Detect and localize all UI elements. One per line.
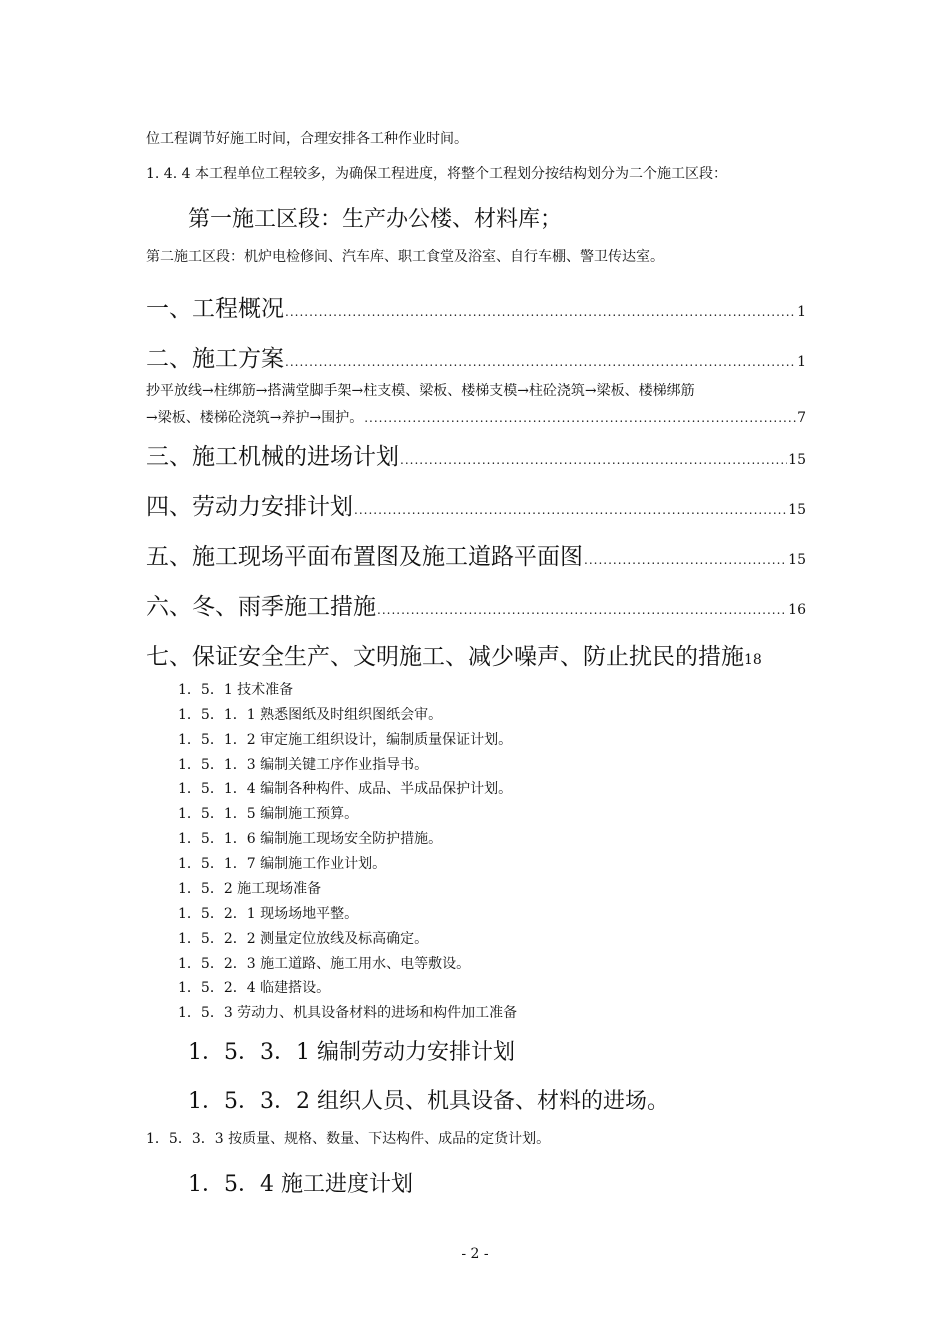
toc-leader — [285, 355, 796, 369]
list-item: 1．5．1．5 编制施工预算。 — [178, 806, 359, 822]
toc-entry-7[interactable] — [146, 638, 806, 671]
toc-page: 1 — [797, 304, 806, 320]
toc-page: 18 — [744, 652, 762, 668]
toc-title: 四、劳动力安排计划 — [146, 494, 353, 520]
intro-line-1: 位工程调节好施工时间，合理安排各工种作业时间。 — [146, 131, 468, 147]
zone-2-text: 第二施工区段：机炉电检修间、汽车库、职工食堂及浴室、自行车棚、警卫传达室。 — [146, 249, 664, 265]
section-heading-154: 1．5．4 施工进度计划 — [188, 1172, 413, 1197]
list-item: 1．5．2 施工现场准备 — [178, 881, 322, 897]
section-heading-1531: 1．5．3．1 编制劳动力安排计划 — [188, 1040, 515, 1065]
list-item: 1．5．1．3 编制关键工序作业指导书。 — [178, 757, 429, 773]
intro-line-2: 1. 4. 4 本工程单位工程较多，为确保工程进度，将整个工程划分按结构划分为二个施工区段： — [146, 166, 727, 182]
toc-leader — [377, 603, 787, 617]
section-heading-1532: 1．5．3．2 组织人员、机具设备、材料的进场。 — [188, 1089, 669, 1114]
toc-leader — [584, 553, 787, 567]
list-item: 1．5．3 劳动力、机具设备材料的进场和构件加工准备 — [178, 1005, 518, 1021]
toc-page: 1 — [797, 354, 806, 370]
toc-page: 16 — [788, 602, 806, 618]
list-item: 1．5．1．7 编制施工作业计划。 — [178, 856, 387, 872]
toc-leader — [285, 305, 796, 319]
toc-entry-1[interactable] — [146, 290, 806, 323]
list-item: 1．5．1．6 编制施工现场安全防护措施。 — [178, 831, 443, 847]
toc-sub-line-2: →梁板、楼梯砼浇筑→养护→围护。 — [146, 410, 364, 426]
toc-title: 五、施工现场平面布置图及施工道路平面图 — [146, 544, 583, 570]
section-text-1533: 1．5．3．3 按质量、规格、数量、下达构件、成品的定货计划。 — [146, 1131, 551, 1147]
toc-page: 15 — [788, 552, 806, 568]
page-number: - 2 - — [461, 1246, 489, 1262]
toc-title: 二、施工方案 — [146, 346, 284, 372]
toc-sub-entry[interactable] — [146, 380, 806, 427]
toc-entry-3[interactable] — [146, 438, 806, 471]
toc-title: 三、施工机械的进场计划 — [146, 444, 399, 470]
list-item: 1．5．1 技术准备 — [178, 682, 294, 698]
list-item: 1．5．2．2 测量定位放线及标高确定。 — [178, 931, 429, 947]
toc-title: 七、保证安全生产、文明施工、减少噪声、防止扰民的措施 — [146, 644, 744, 670]
toc-sub-line-1: 抄平放线→柱绑筋→搭满堂脚手架→柱支模、梁板、楼梯支模→柱砼浇筑→梁板、楼梯绑筋 — [146, 383, 695, 399]
toc-entry-2[interactable] — [146, 340, 806, 373]
toc-page: 15 — [788, 502, 806, 518]
list-item: 1．5．1．2 审定施工组织设计，编制质量保证计划。 — [178, 732, 513, 748]
list-item: 1．5．2．4 临建搭设。 — [178, 980, 331, 996]
list-item: 1．5．2．1 现场场地平整。 — [178, 906, 359, 922]
list-item: 1．5．1．4 编制各种构件、成品、半成品保护计划。 — [178, 781, 513, 797]
toc-leader — [364, 411, 796, 425]
list-item: 1．5．2．3 施工道路、施工用水、电等敷设。 — [178, 956, 471, 972]
toc-entry-6[interactable] — [146, 588, 806, 621]
toc-entry-5[interactable] — [146, 538, 806, 571]
toc-entry-4[interactable] — [146, 488, 806, 521]
list-item: 1．5．1．1 熟悉图纸及时组织图纸会审。 — [178, 707, 443, 723]
toc-title: 六、冬、雨季施工措施 — [146, 594, 376, 620]
zone-1-heading: 第一施工区段：生产办公楼、材料库； — [188, 207, 563, 232]
toc-leader — [400, 453, 787, 467]
toc-page: 15 — [788, 452, 806, 468]
toc-page: 7 — [797, 410, 806, 426]
toc-leader — [354, 503, 787, 517]
toc-title: 一、工程概况 — [146, 296, 284, 322]
